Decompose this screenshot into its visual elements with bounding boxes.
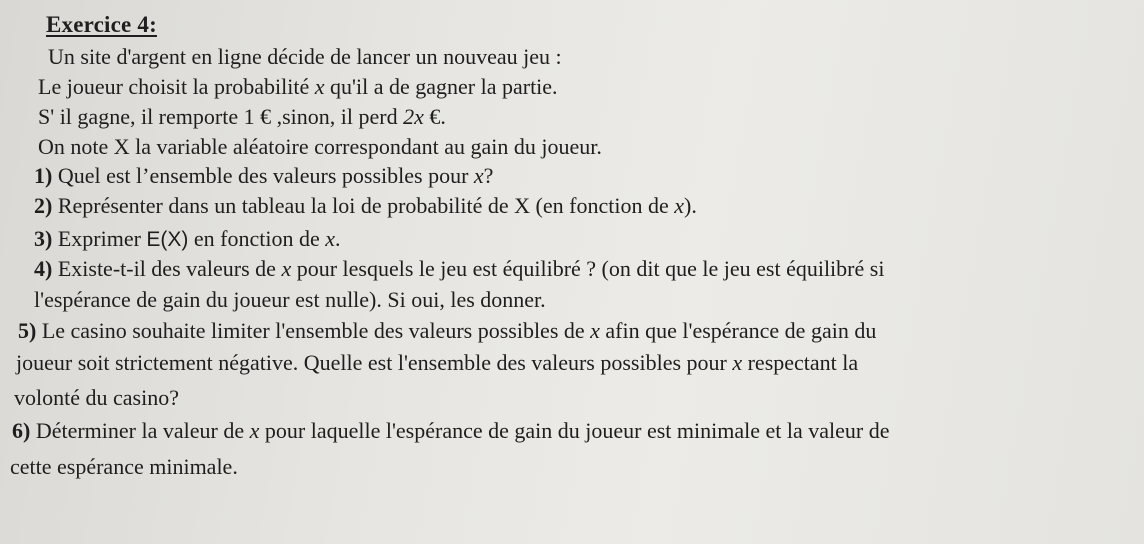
question-6-line-1: 6) Déterminer la valeur de x pour laquelle l'espérance de gain du joueur est minimale et la valeur de [12,418,890,443]
question-3: 3) Exprimer E(X) en fonction de x. [34,226,341,251]
question-2: 2) Représenter dans un tableau la loi de probabilité de X (en fonction de x). [34,193,697,218]
intro-line-3: S' il gagne, il remporte 1 € ,sinon, il perd 2x €. [38,104,446,129]
exercise-title: Exercice 4: [46,12,157,37]
question-6-line-2: cette espérance minimale. [10,454,238,479]
intro-line-2: Le joueur choisit la probabilité x qu'il a de gagner la partie. [38,74,558,99]
question-1: 1) Quel est l’ensemble des valeurs possibles pour x? [34,163,494,188]
question-4-line-2: l'espérance de gain du joueur est nulle). Si oui, les donner. [34,287,546,312]
intro-line-1: Un site d'argent en ligne décide de lancer un nouveau jeu : [48,44,562,69]
question-5-line-1: 5) Le casino souhaite limiter l'ensemble des valeurs possibles de x afin que l'espérance de gain du [18,318,877,343]
question-4-line-1: 4) Existe-t-il des valeurs de x pour lesquels le jeu est équilibré ? (on dit que le jeu est équilibré si [34,256,885,281]
question-5-line-3: volonté du casino? [14,385,179,410]
question-5-line-2: joueur soit strictement négative. Quelle est l'ensemble des valeurs possibles pour x respectant la [16,350,859,375]
intro-line-4: On note X la variable aléatoire correspondant au gain du joueur. [38,134,602,159]
